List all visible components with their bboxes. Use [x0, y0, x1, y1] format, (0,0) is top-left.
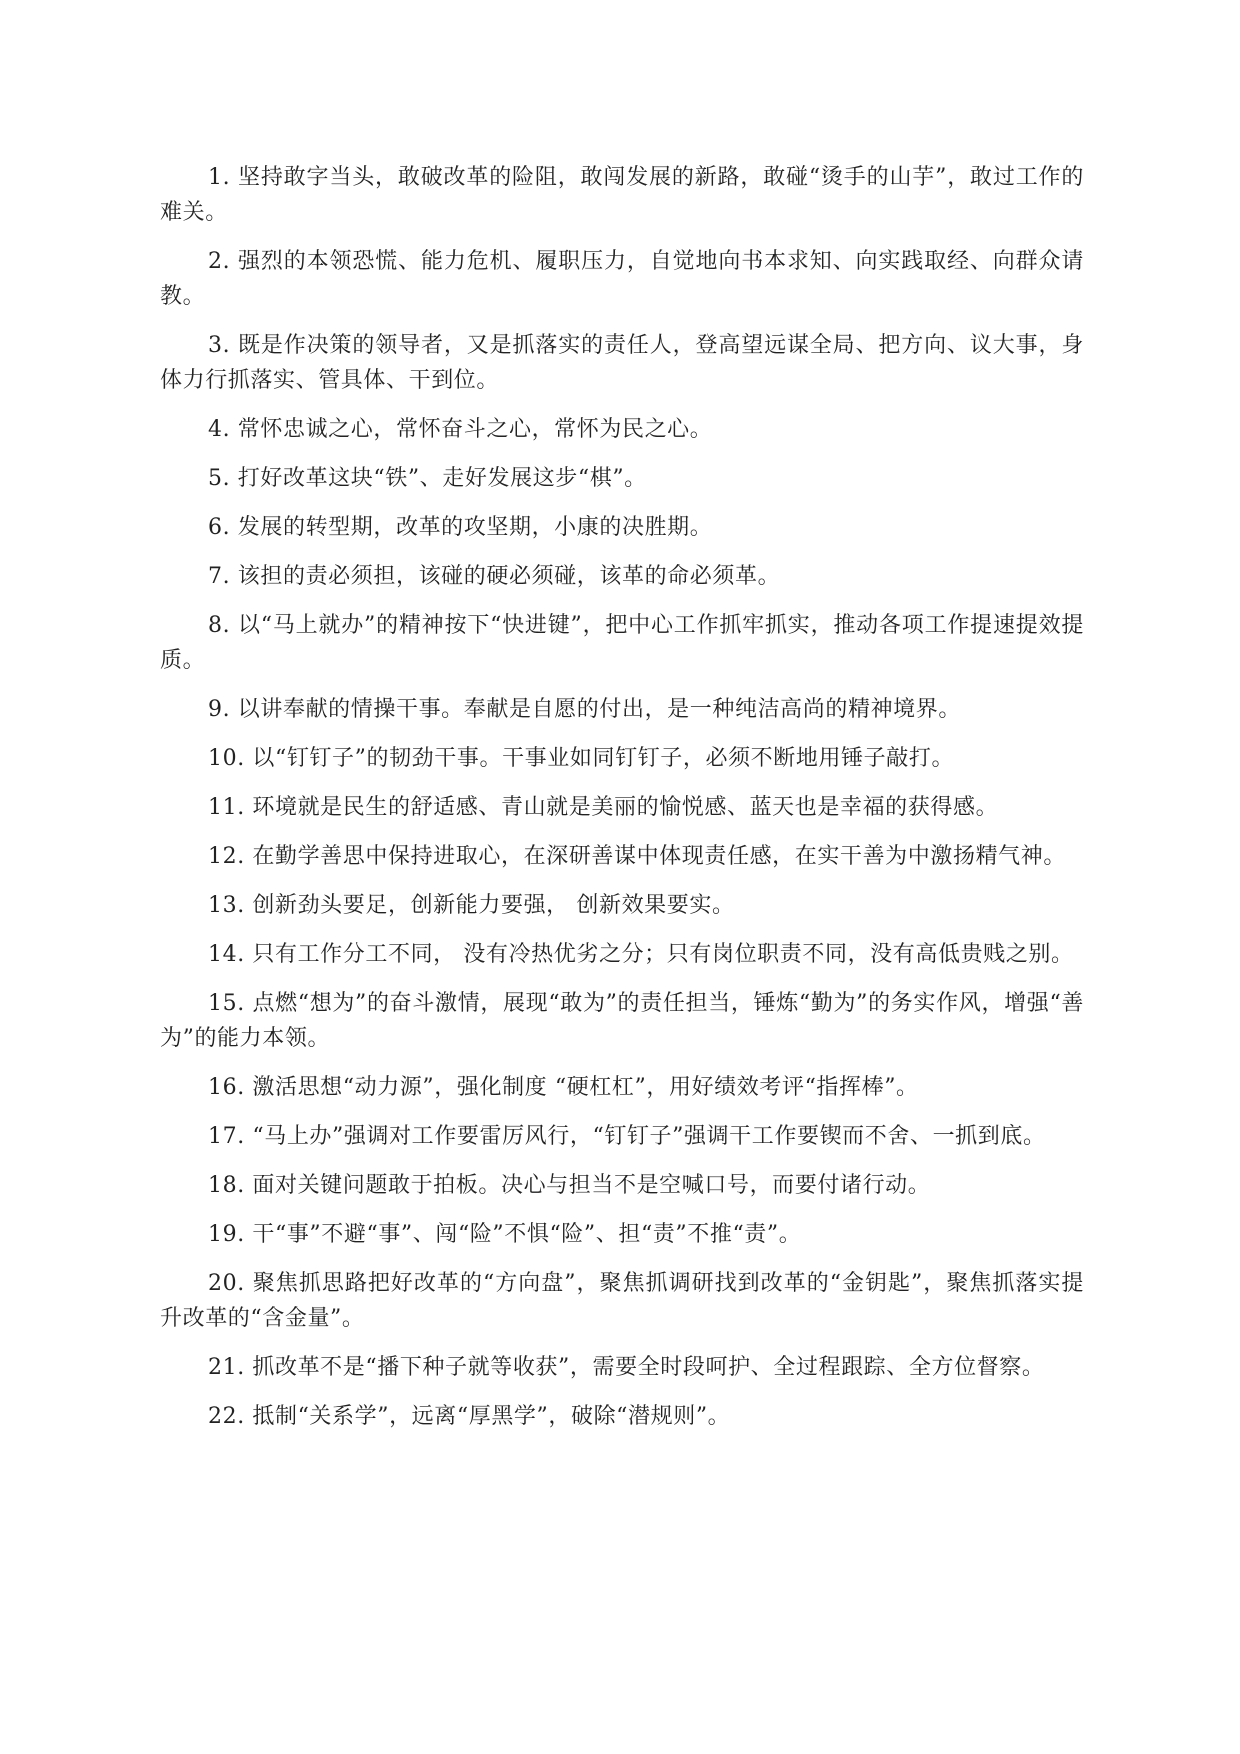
paragraph-19: 19. 干“事”不避“事”、闯“险”不惧“险”、担“责”不推“责”。: [208, 1222, 802, 1247]
paragraph-18: 18. 面对关键问题敢于拍板。决心与担当不是空喊口号，而要付诸行动。: [208, 1173, 931, 1198]
paragraph-2: 2. 强烈的本领恐慌、能力危机、履职压力，自觉地向书本求知、向实践取经、向群众请教。: [160, 249, 1084, 309]
paragraph-12: 12. 在勤学善思中保持进取心，在深研善谋中体现责任感，在实干善为中激扬精气神。: [208, 844, 1066, 869]
paragraph-22: 22. 抵制“关系学”，远离“厚黑学”，破除“潜规则”。: [208, 1404, 731, 1429]
paragraph-3: 3. 既是作决策的领导者，又是抓落实的责任人，登高望远谋全局、把方向、议大事，身体力行抓落实、管具体、干到位。: [160, 333, 1084, 393]
paragraph-4: 4. 常怀忠诚之心，常怀奋斗之心，常怀为民之心。: [208, 417, 713, 442]
paragraph-15: 15. 点燃“想为”的奋斗激情，展现“敢为”的责任担当，锤炼“勤为”的务实作风，增强“善为”的能力本领。: [160, 991, 1084, 1051]
paragraph-10: 10. 以“钉钉子”的韧劲干事。干事业如同钉钉子，必须不断地用锤子敲打。: [208, 746, 955, 771]
paragraph-8: 8. 以“马上就办”的精神按下“快进键”，把中心工作抓牢抓实，推动各项工作提速提效提质。: [160, 613, 1084, 673]
paragraph-21: 21. 抓改革不是“播下种子就等收获”，需要全时段呵护、全过程跟踪、全方位督察。: [208, 1355, 1045, 1380]
paragraph-7: 7. 该担的责必须担，该碰的硬必须碰，该革的命必须革。: [208, 564, 781, 589]
paragraph-14: 14. 只有工作分工不同， 没有冷热优劣之分；只有岗位职责不同，没有高低贵贱之别。: [208, 942, 1074, 967]
paragraph-16: 16. 激活思想“动力源”，强化制度 “硬杠杠”，用好绩效考评“指挥棒”。: [208, 1075, 919, 1100]
paragraph-5: 5. 打好改革这块“铁”、走好发展这步“棋”。: [208, 466, 647, 491]
paragraph-1: 1. 坚持敢字当头，敢破改革的险阻，敢闯发展的新路，敢碰“烫手的山芋”，敢过工作的难关。: [160, 165, 1084, 225]
paragraph-11: 11. 环境就是民生的舒适感、青山就是美丽的愉悦感、蓝天也是幸福的获得感。: [208, 795, 999, 820]
paragraph-13: 13. 创新劲头要足，创新能力要强， 创新效果要实。: [208, 893, 735, 918]
document-body: [160, 160, 1084, 1448]
paragraph-9: 9. 以讲奉献的情操干事。奉献是自愿的付出，是一种纯洁高尚的精神境界。: [208, 697, 961, 722]
paragraph-20: 20. 聚焦抓思路把好改革的“方向盘”，聚焦抓调研找到改革的“金钥匙”，聚焦抓落实提升改革的“含金量”。: [160, 1271, 1084, 1331]
paragraph-6: 6. 发展的转型期，改革的攻坚期，小康的决胜期。: [208, 515, 713, 540]
paragraph-17: 17. “马上办”强调对工作要雷厉风行，“钉钉子”强调干工作要锲而不舍、一抓到底。: [208, 1124, 1046, 1149]
